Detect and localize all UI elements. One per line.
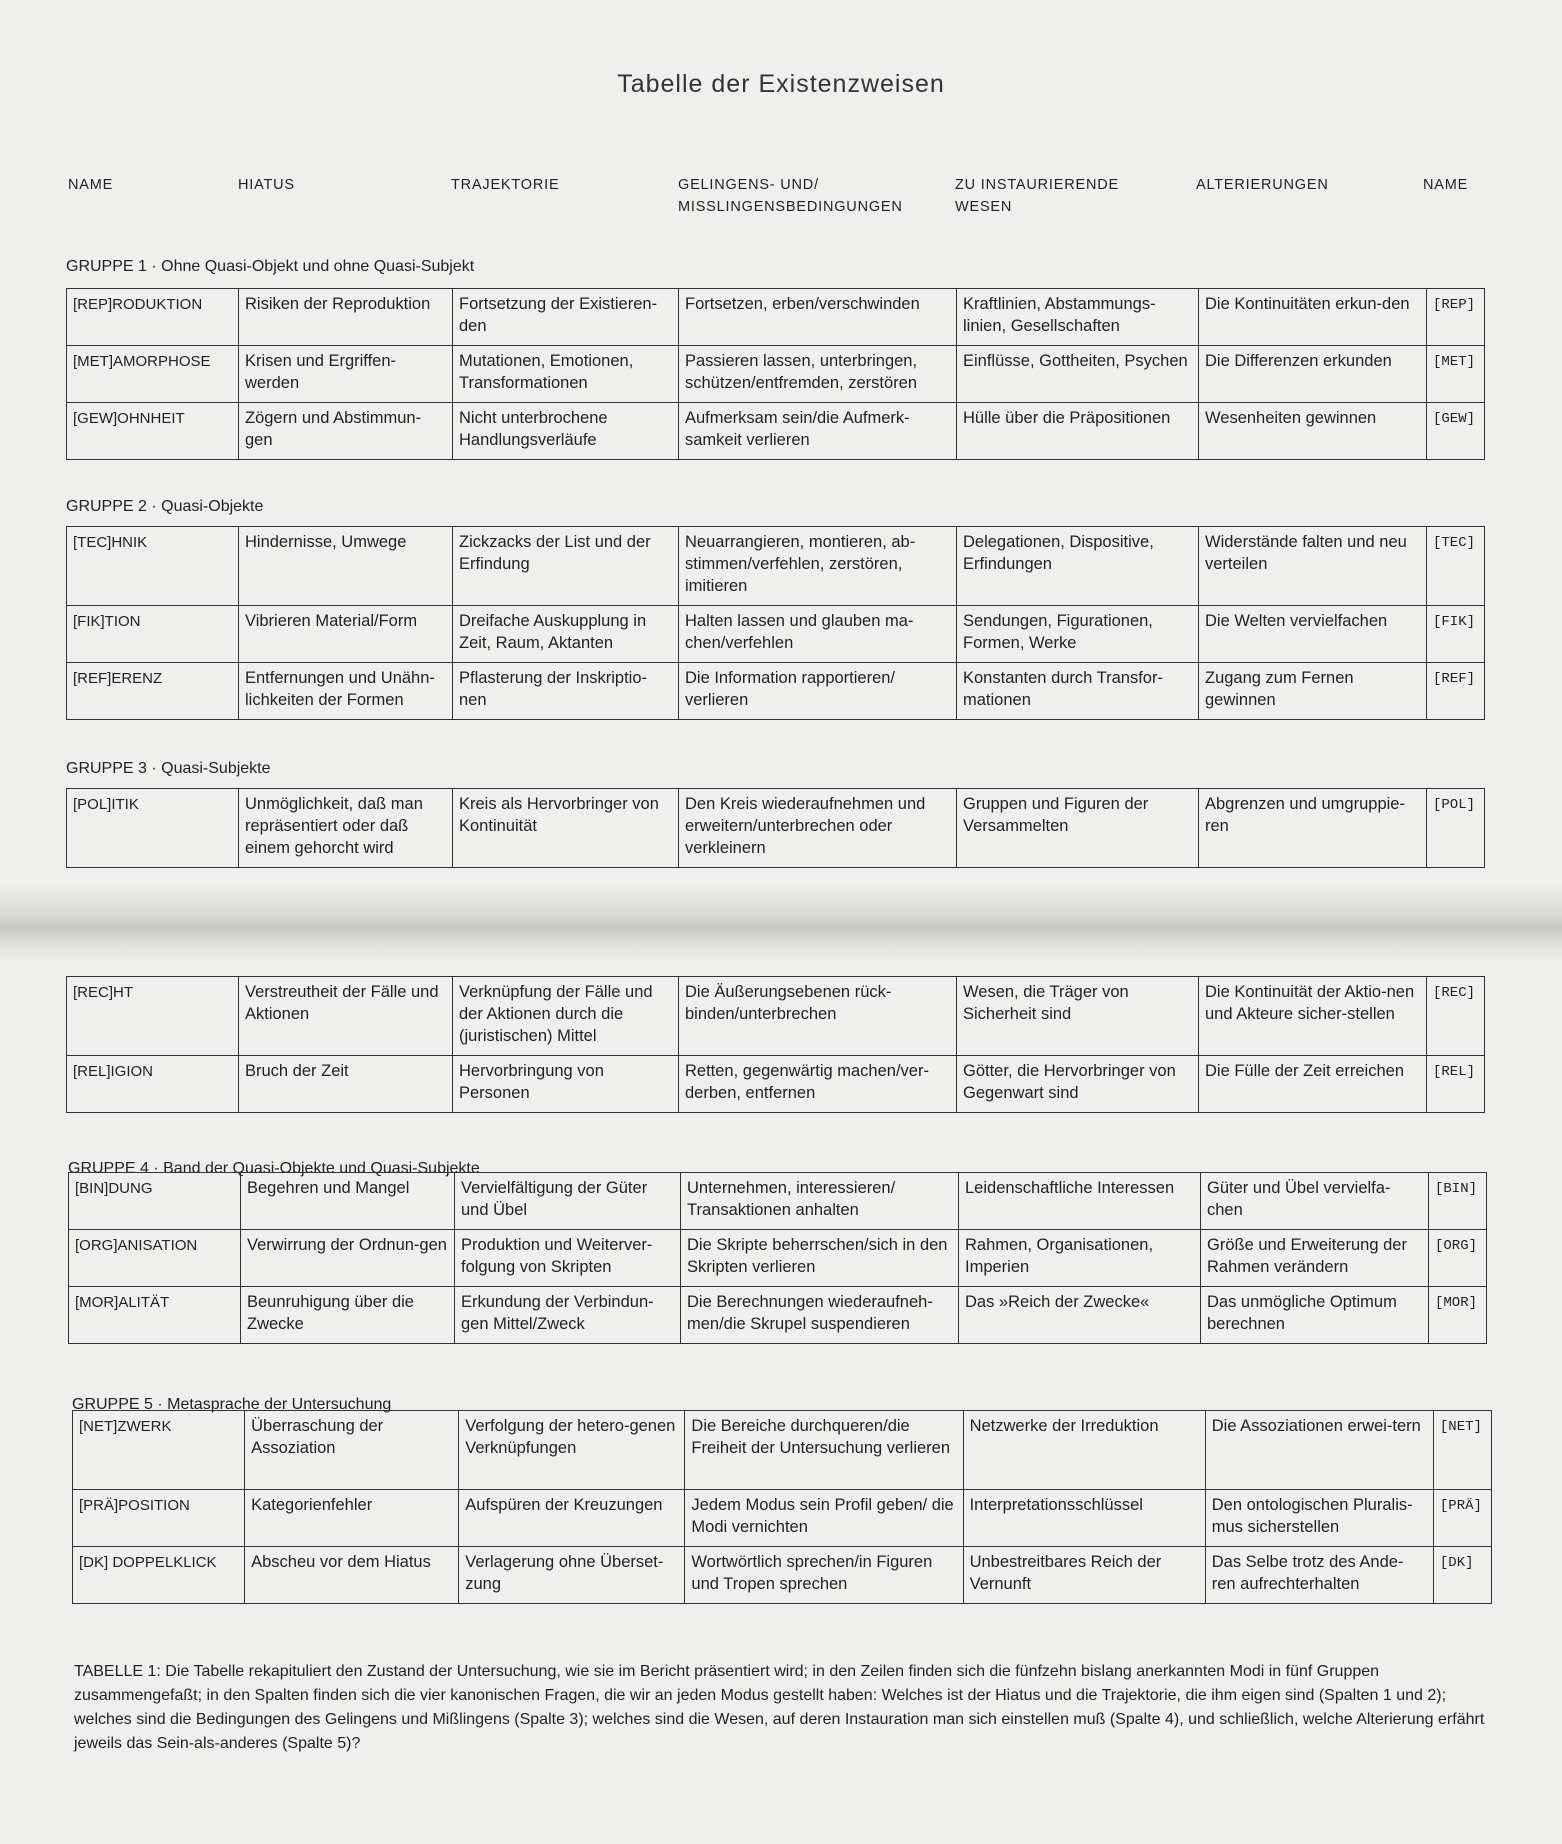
alterierung-cell: Die Welten vervielfachen <box>1199 606 1427 663</box>
gelingen-cell: Wortwörtlich sprechen/in Figuren und Tropen sprechen <box>685 1547 963 1604</box>
alterierung-cell: Größe und Erweiterung der Rahmen verändern <box>1201 1230 1429 1287</box>
wesen-cell: Einflüsse, Gottheiten, Psychen <box>957 346 1199 403</box>
mode-name-cell: [REP]RODUKTION <box>67 289 239 346</box>
trajektorie-cell: Erkundung der Verbindun-gen Mittel/Zweck <box>455 1287 681 1344</box>
wesen-cell: Wesen, die Träger von Sicherheit sind <box>957 977 1199 1056</box>
mode-name-cell: [TEC]HNIK <box>67 527 239 606</box>
table-row <box>69 1230 1487 1287</box>
wesen-cell: Interpretationsschlüssel <box>963 1490 1205 1547</box>
hiatus-cell: Bruch der Zeit <box>239 1056 453 1113</box>
hiatus-cell: Beunruhigung über die Zwecke <box>241 1287 455 1344</box>
gelingen-cell: Den Kreis wiederaufnehmen und erweitern/unterbrechen oder verkleinern <box>679 789 957 868</box>
alterierung-cell: Die Kontinuitäten erkun-den <box>1199 289 1427 346</box>
alterierung-cell: Widerstände falten und neu verteilen <box>1199 527 1427 606</box>
table-row <box>73 1547 1492 1604</box>
hiatus-cell: Abscheu vor dem Hiatus <box>245 1547 459 1604</box>
wesen-cell: Netzwerke der Irreduktion <box>963 1411 1205 1490</box>
hiatus-cell: Hindernisse, Umwege <box>239 527 453 606</box>
group-table <box>66 788 1485 868</box>
trajektorie-cell: Nicht unterbrochene Handlungsverläufe <box>453 403 679 460</box>
alterierung-cell: Die Kontinuität der Aktio-nen und Akteure sicher-stellen <box>1199 977 1427 1056</box>
group-label: GRUPPE 1 · Ohne Quasi-Objekt und ohne Quasi-Subjekt <box>66 258 475 275</box>
header-gelingen-line2: MISSLINGENSBEDINGUNGEN <box>678 199 903 215</box>
header-gelingen <box>678 174 903 218</box>
mode-name-cell: [GEW]OHNHEIT <box>67 403 239 460</box>
wesen-cell: Leidenschaftliche Interessen <box>959 1173 1201 1230</box>
mode-code-cell: [POL] <box>1427 789 1485 868</box>
group-label: GRUPPE 3 · Quasi-Subjekte <box>66 760 271 777</box>
trajektorie-cell: Produktion und Weiterver-folgung von Skripten <box>455 1230 681 1287</box>
gelingen-cell: Jedem Modus sein Profil geben/ die Modi vernichten <box>685 1490 963 1547</box>
hiatus-cell: Risiken der Reproduktion <box>239 289 453 346</box>
table-row <box>73 1411 1492 1490</box>
hiatus-cell: Unmöglichkeit, daß man repräsentiert oder daß einem gehorcht wird <box>239 789 453 868</box>
mode-name-cell: [POL]ITIK <box>67 789 239 868</box>
mode-name-cell: [MOR]ALITÄT <box>69 1287 241 1344</box>
hiatus-cell: Begehren und Mangel <box>241 1173 455 1230</box>
mode-code-cell: [ORG] <box>1429 1230 1487 1287</box>
wesen-cell: Sendungen, Figurationen, Formen, Werke <box>957 606 1199 663</box>
group-label: GRUPPE 2 · Quasi-Objekte <box>66 498 264 515</box>
mode-name-cell: [FIK]TION <box>67 606 239 663</box>
header-wesen-line2: WESEN <box>955 199 1013 215</box>
hiatus-cell: Zögern und Abstimmun-gen <box>239 403 453 460</box>
table-row <box>73 1490 1492 1547</box>
header-wesen <box>955 174 1119 218</box>
alterierung-cell: Das Selbe trotz des Ande-ren aufrechterhalten <box>1205 1547 1433 1604</box>
trajektorie-cell: Verlagerung ohne Überset-zung <box>459 1547 685 1604</box>
header-wesen-line1: ZU INSTAURIERENDE <box>955 177 1119 193</box>
header-hiatus: HIATUS <box>238 177 295 193</box>
alterierung-cell: Wesenheiten gewinnen <box>1199 403 1427 460</box>
mode-code-cell: [GEW] <box>1427 403 1485 460</box>
gelingen-cell: Unternehmen, interessieren/ Transaktionen anhalten <box>681 1173 959 1230</box>
header-alterierungen: ALTERIERUNGEN <box>1196 177 1329 193</box>
mode-name-cell: [REC]HT <box>67 977 239 1056</box>
trajektorie-cell: Aufspüren der Kreuzungen <box>459 1490 685 1547</box>
mode-code-cell: [REL] <box>1427 1056 1485 1113</box>
header-trajektorie: TRAJEKTORIE <box>451 177 560 193</box>
wesen-cell: Gruppen und Figuren der Versammelten <box>957 789 1199 868</box>
mode-code-cell: [PRÄ] <box>1433 1490 1491 1547</box>
group-label: GRUPPE 4 · Band der Quasi-Objekte und Quasi-Subjekte <box>68 1160 480 1177</box>
mode-name-cell: [REF]ERENZ <box>67 663 239 720</box>
mode-code-cell: [DK] <box>1433 1547 1491 1604</box>
hiatus-cell: Verwirrung der Ordnun-gen <box>241 1230 455 1287</box>
mode-name-cell: [DK] DOPPELKLICK <box>73 1547 245 1604</box>
mode-code-cell: [REF] <box>1427 663 1485 720</box>
table-row <box>67 289 1485 346</box>
trajektorie-cell: Zickzacks der List und der Erfindung <box>453 527 679 606</box>
trajektorie-cell: Fortsetzung der Existieren-den <box>453 289 679 346</box>
hiatus-cell: Vibrieren Material/Form <box>239 606 453 663</box>
table-row <box>67 346 1485 403</box>
mode-code-cell: [BIN] <box>1429 1173 1487 1230</box>
hiatus-cell: Krisen und Ergriffen-werden <box>239 346 453 403</box>
gelingen-cell: Neuarrangieren, montieren, ab-stimmen/verfehlen, zerstören, imitieren <box>679 527 957 606</box>
gelingen-cell: Passieren lassen, unterbringen, schützen/entfremden, zerstören <box>679 346 957 403</box>
header-name: NAME <box>68 177 114 193</box>
mode-code-cell: [TEC] <box>1427 527 1485 606</box>
mode-name-cell: [ORG]ANISATION <box>69 1230 241 1287</box>
mode-code-cell: [NET] <box>1433 1411 1491 1490</box>
alterierung-cell: Abgrenzen und umgruppie-ren <box>1199 789 1427 868</box>
table-row <box>67 606 1485 663</box>
gelingen-cell: Aufmerksam sein/die Aufmerk-samkeit verlieren <box>679 403 957 460</box>
gelingen-cell: Die Berechnungen wiederaufneh-men/die Skrupel suspendieren <box>681 1287 959 1344</box>
group-table <box>68 1172 1487 1344</box>
gelingen-cell: Die Bereiche durchqueren/die Freiheit der Untersuchung verlieren <box>685 1411 963 1490</box>
alterierung-cell: Die Fülle der Zeit erreichen <box>1199 1056 1427 1113</box>
hiatus-cell: Entfernungen und Unähn-lichkeiten der Formen <box>239 663 453 720</box>
mode-name-cell: [NET]ZWERK <box>73 1411 245 1490</box>
wesen-cell: Rahmen, Organisationen, Imperien <box>959 1230 1201 1287</box>
mode-name-cell: [REL]IGION <box>67 1056 239 1113</box>
group-table <box>66 526 1485 720</box>
mode-code-cell: [MOR] <box>1429 1287 1487 1344</box>
alterierung-cell: Den ontologischen Pluralis-mus sicherstellen <box>1205 1490 1433 1547</box>
gelingen-cell: Fortsetzen, erben/verschwinden <box>679 289 957 346</box>
trajektorie-cell: Kreis als Hervorbringer von Kontinuität <box>453 789 679 868</box>
trajektorie-cell: Dreifache Auskupplung in Zeit, Raum, Aktanten <box>453 606 679 663</box>
alterierung-cell: Güter und Übel vervielfa-chen <box>1201 1173 1429 1230</box>
mode-code-cell: [REP] <box>1427 289 1485 346</box>
group-table <box>66 976 1485 1113</box>
hiatus-cell: Verstreutheit der Fälle und Aktionen <box>239 977 453 1056</box>
wesen-cell: Kraftlinien, Abstammungs-linien, Gesellschaften <box>957 289 1199 346</box>
trajektorie-cell: Vervielfältigung der Güter und Übel <box>455 1173 681 1230</box>
table-row <box>67 527 1485 606</box>
gelingen-cell: Retten, gegenwärtig machen/ver-derben, entfernen <box>679 1056 957 1113</box>
alterierung-cell: Die Assoziationen erwei-tern <box>1205 1411 1433 1490</box>
table-row <box>67 977 1485 1056</box>
alterierung-cell: Zugang zum Fernen gewinnen <box>1199 663 1427 720</box>
group-table <box>72 1410 1492 1604</box>
mode-name-cell: [PRÄ]POSITION <box>73 1490 245 1547</box>
wesen-cell: Konstanten durch Transfor-mationen <box>957 663 1199 720</box>
trajektorie-cell: Verknüpfung der Fälle und der Aktionen durch die (juristischen) Mittel <box>453 977 679 1056</box>
mode-code-cell: [MET] <box>1427 346 1485 403</box>
alterierung-cell: Die Differenzen erkunden <box>1199 346 1427 403</box>
gelingen-cell: Halten lassen und glauben ma-chen/verfehlen <box>679 606 957 663</box>
header-name-right: NAME <box>1423 177 1469 193</box>
table-row <box>67 663 1485 720</box>
group-label: GRUPPE 5 · Metasprache der Untersuchung <box>72 1396 392 1413</box>
trajektorie-cell: Hervorbringung von Personen <box>453 1056 679 1113</box>
table-row <box>67 1056 1485 1113</box>
hiatus-cell: Kategorienfehler <box>245 1490 459 1547</box>
table-row <box>69 1287 1487 1344</box>
header-gelingen-line1: GELINGENS- UND/ <box>678 177 819 193</box>
trajektorie-cell: Verfolgung der hetero-genen Verknüpfungen <box>459 1411 685 1490</box>
alterierung-cell: Das unmögliche Optimum berechnen <box>1201 1287 1429 1344</box>
gelingen-cell: Die Äußerungsebenen rück-binden/unterbrechen <box>679 977 957 1056</box>
wesen-cell: Götter, die Hervorbringer von Gegenwart sind <box>957 1056 1199 1113</box>
wesen-cell: Hülle über die Präpositionen <box>957 403 1199 460</box>
gelingen-cell: Die Information rapportieren/ verlieren <box>679 663 957 720</box>
table-caption: TABELLE 1: Die Tabelle rekapituliert den Zustand der Untersuchung, wie sie im Bericht präsentiert wird; in den Zeilen finden sich die fünfzehn bislang anerkannten Modi in fünf Gruppen zusammengefaßt; in den Spalten finden sich die vier kanonischen Fragen, die wir an jeden Modus gestellt haben: Welches ist der Hiatus und die Trajektorie, die ihm eigen sind (Spalten 1 und 2); welches sind die Bedingungen des Gelingens und Mißlingens (Spalte 3); welches sind die Wesen, auf deren Instauration man sich einstellen muß (Spalte 4), und schließlich, welche Alterierung erfährt jeweils das Sein-als-anderes (Spalte 5)? <box>74 1663 1485 1752</box>
wesen-cell: Das »Reich der Zwecke« <box>959 1287 1201 1344</box>
table-row <box>69 1173 1487 1230</box>
wesen-cell: Unbestreitbares Reich der Vernunft <box>963 1547 1205 1604</box>
group-table <box>66 288 1485 460</box>
hiatus-cell: Überraschung der Assoziation <box>245 1411 459 1490</box>
page-title: Tabelle der Existenzweisen <box>617 70 945 98</box>
wesen-cell: Delegationen, Dispositive, Erfindungen <box>957 527 1199 606</box>
trajektorie-cell: Pflasterung der Inskriptio-nen <box>453 663 679 720</box>
mode-code-cell: [REC] <box>1427 977 1485 1056</box>
mode-name-cell: [BIN]DUNG <box>69 1173 241 1230</box>
trajektorie-cell: Mutationen, Emotionen, Transformationen <box>453 346 679 403</box>
mode-code-cell: [FIK] <box>1427 606 1485 663</box>
page-fold <box>0 884 1562 964</box>
gelingen-cell: Die Skripte beherrschen/sich in den Skripten verlieren <box>681 1230 959 1287</box>
table-row <box>67 403 1485 460</box>
mode-name-cell: [MET]AMORPHOSE <box>67 346 239 403</box>
table-row <box>67 789 1485 868</box>
